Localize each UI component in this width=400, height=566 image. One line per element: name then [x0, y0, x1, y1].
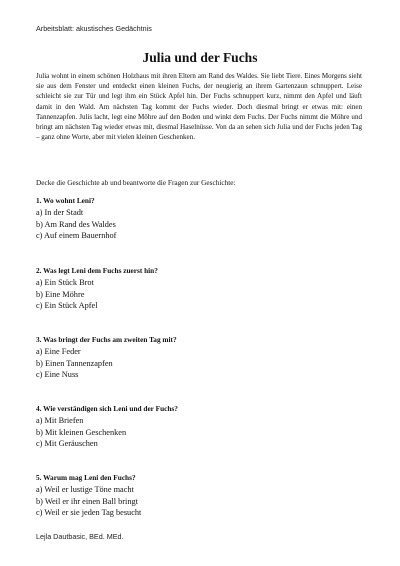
answer-option: b) Am Rand des Waldes — [36, 219, 116, 229]
question-2 — [36, 266, 158, 312]
author-footer: Lejla Dautbasic, BEd. MEd. — [36, 532, 124, 541]
story-text: Julia wohnt in einem schönen Holzhaus mit ihren Eltern am Rand des Waldes. Sie liebt Tiere. Eines Morgens sieht sie aus dem Fenster und entdeckt einen kleinen Fuchs, der neugierig an ihrem Gartenzaun schnuppert. Leise schleicht sie zur Tür und legt ihm ein Stück Apfel hin. Der Fuchs schnuppert kurz, nimmt den Apfel und läuft damit in den Wald. Am nächsten Tag kommt der Fuchs wieder. Doch diesmal bringt er etwas mit: einen Tannenzapfen. Julis lacht, legt eine Möhre auf den Boden und winkt dem Fuchs. Der Fuchs nimmt die Möhre und bringt am nächsten Tag wieder etwas mit, diesmal Haselnüsse. Von da an sehen sich Julia und der Fuchs jeden Tag – ganz ohne Worte, aber mit vielen kleinen Geschenken. — [36, 72, 362, 142]
answer-option: b) Weil er ihr einen Ball bringt — [36, 496, 138, 506]
story-title: Julia und der Fuchs — [142, 50, 258, 65]
question-title: 2. Was legt Leni dem Fuchs zuerst hin? — [36, 266, 158, 275]
question-5 — [36, 473, 141, 519]
question-title: 5. Warum mag Leni den Fuchs? — [36, 473, 136, 482]
answer-option: a) Eine Feder — [36, 347, 81, 356]
answer-option: a) In der Stadt — [36, 208, 84, 217]
question-4 — [36, 404, 178, 450]
answer-option: b) Einen Tannenzapfen — [36, 358, 113, 368]
instruction-text: Decke die Geschichte ab und beantworte die Fragen zur Geschichte: — [36, 178, 236, 187]
question-title: 1. Wo wohnt Leni? — [36, 196, 95, 205]
worksheet-header: Arbeitsblatt: akustisches Gedächtnis — [36, 24, 152, 33]
answer-option: a) Ein Stück Brot — [36, 278, 94, 287]
answer-option: c) Ein Stück Apfel — [36, 301, 98, 311]
answer-option: c) Auf einem Bauernhof — [36, 231, 117, 241]
answer-option: b) Mit kleinen Geschenken — [36, 427, 127, 437]
question-1 — [36, 196, 116, 242]
answer-option: a) Mit Briefen — [36, 416, 84, 425]
answer-option: c) Eine Nuss — [36, 370, 79, 380]
answer-option: b) Eine Möhre — [36, 289, 85, 299]
question-title: 3. Was bringt der Fuchs am zweiten Tag mit? — [36, 335, 177, 344]
answer-option: c) Weil er sie jeden Tag besucht — [36, 508, 142, 518]
answer-option: a) Weil er lustige Töne macht — [36, 485, 134, 494]
answer-option: c) Mit Geräuschen — [36, 439, 98, 449]
question-title: 4. Wie verständigen sich Leni und der Fuchs? — [36, 404, 178, 413]
question-3 — [36, 335, 177, 381]
